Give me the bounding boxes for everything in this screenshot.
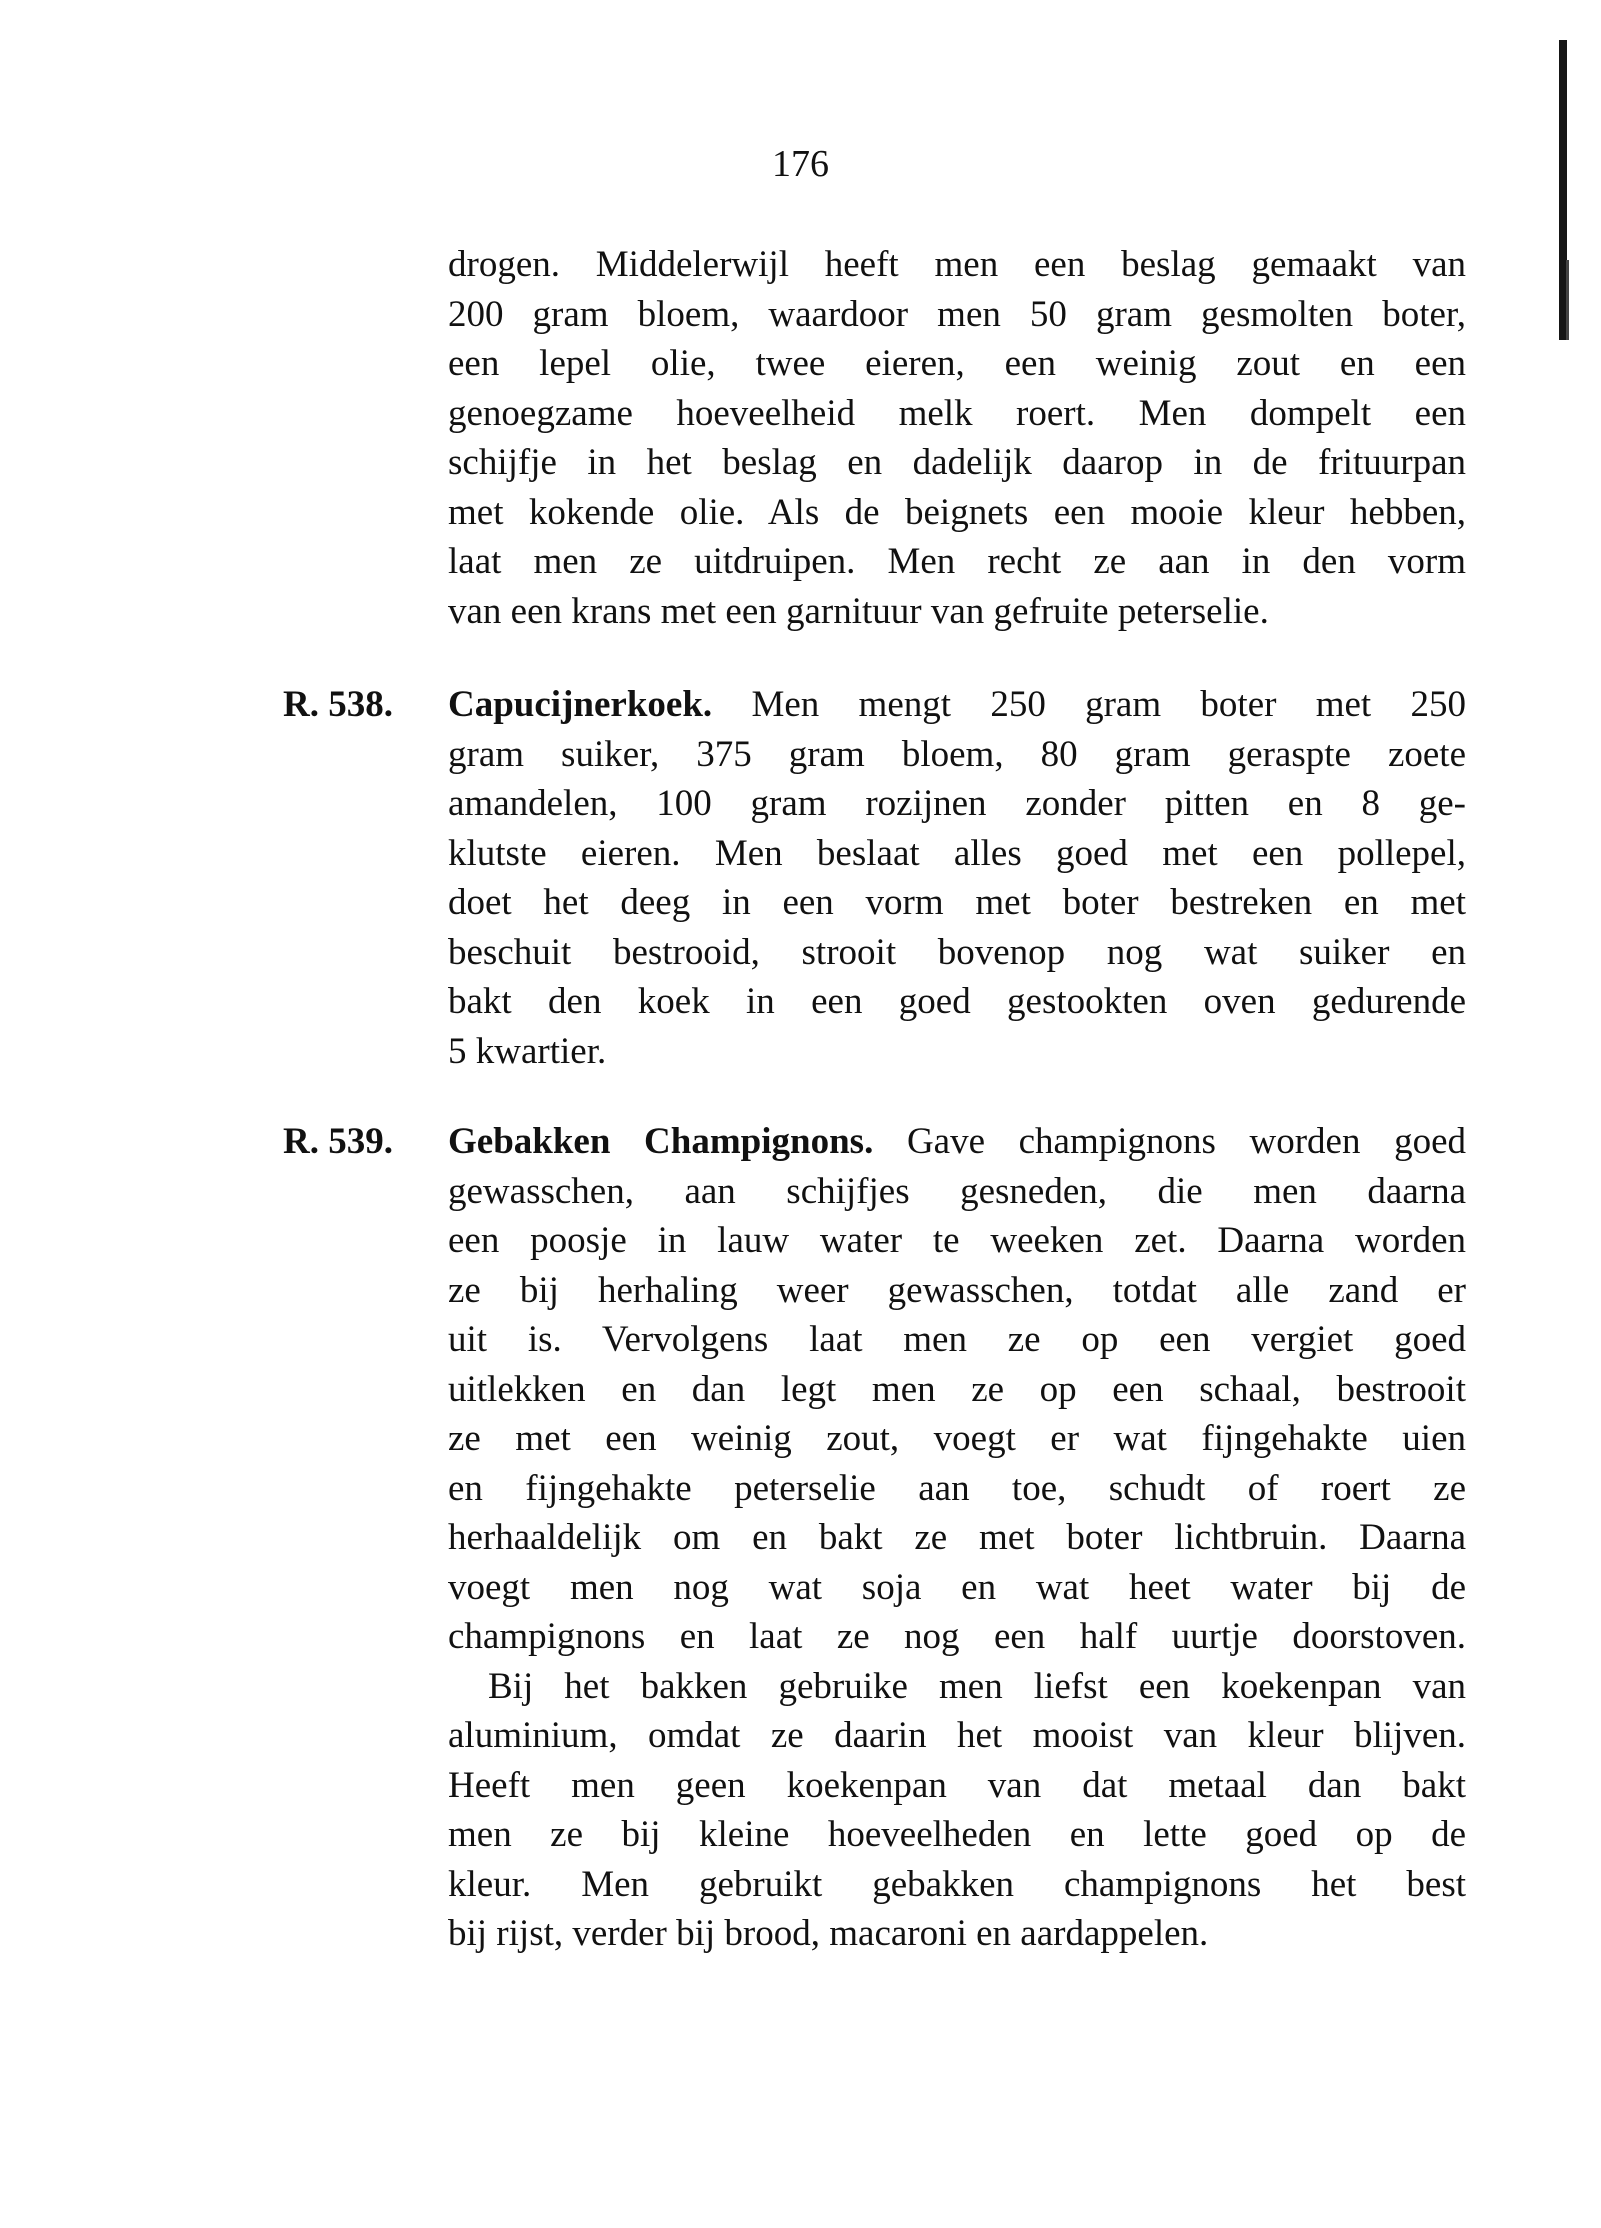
recipe-539-title: Gebakken Champignons. [448,1121,874,1162]
text-line: Bij het bakken gebruike men liefst een koekenpan van [488,1665,1466,1707]
text-line: aluminium, omdat ze daarin het mooist van kleur blijven. [448,1715,1466,1756]
scan-edge-artifact-thin [1566,260,1569,340]
text-line: men ze bij kleine hoeveelheden en lette goed op de [448,1814,1466,1855]
recipe-538-first-line: Men mengt 250 gram boter met 250 [751,684,1466,725]
text-line [448,680,1466,730]
text-line: 5 kwartier. [448,1030,607,1072]
text-line: herhaaldelijk om en bakt ze met boter lichtbruin. Daarna [448,1517,1466,1558]
text-line: gewasschen, aan schijfjes gesneden, die men daarna [448,1170,1466,1212]
text-line: drogen. Middelerwijl heeft men een beslag gemaakt van [448,244,1466,285]
text-line: ze bij herhaling weer gewasschen, totdat alle zand er [448,1269,1466,1311]
page-number: 176 [772,143,829,185]
text-line: klutste eieren. Men beslaat alles goed met een pollepel, [448,832,1466,874]
recipe-539-first-line: Gave champignons worden goed [906,1121,1467,1162]
text-line: kleur. Men gebruikt gebakken champignons het best [448,1863,1466,1905]
text-line: van een krans met een garnituur van gefruite peterselie. [448,590,1269,632]
text-line: amandelen, 100 gram rozijnen zonder pitten en 8 ge- [448,783,1466,824]
recipe-538-title: Capucijnerkoek. [448,684,713,725]
text-line: bakt den koek in een goed gestookten oven gedurende [448,981,1466,1022]
text-line: en fijngehakte peterselie aan toe, schudt of roert ze [448,1467,1466,1509]
text-line: uitlekken en dan legt men ze op een schaal, bestrooit [448,1368,1466,1410]
text-line: gram suiker, 375 gram bloem, 80 gram geraspte zoete [448,733,1466,775]
text-line: champignons en laat ze nog een half uurtje doorstoven. [448,1616,1466,1657]
recipe-539-text [448,1117,1466,1959]
text-line: genoegzame hoeveelheid melk roert. Men dompelt een [448,392,1466,434]
text-line [448,1117,1466,1167]
text-line: beschuit bestrooid, strooit bovenop nog wat suiker en [448,931,1466,973]
text-line: met kokende olie. Als de beignets een mooie kleur hebben, [448,491,1466,533]
text-line: een lepel olie, twee eieren, een weinig zout en een [448,343,1466,384]
text-line: laat men ze uitdruipen. Men recht ze aan in den vorm [448,541,1466,582]
text-line: 200 gram bloem, waardoor men 50 gram gesmolten boter, [448,293,1466,335]
text-line: voegt men nog wat soja en wat heet water bij de [448,1566,1466,1608]
text-line: uit is. Vervolgens laat men ze op een vergiet goed [448,1319,1466,1360]
text-line: doet het deeg in een vorm met boter bestreken en met [448,882,1466,923]
text-line: schijfje in het beslag en dadelijk daarop in de frituurpan [448,442,1466,483]
text-line: een poosje in lauw water te weeken zet. Daarna worden [448,1220,1466,1261]
recipe-538-number: R. 538. [283,684,393,725]
text-line: bij rijst, verder bij brood, macaroni en aardappelen. [448,1913,1209,1954]
recipe-538-text [448,680,1466,1076]
recipe-539-number: R. 539. [283,1121,393,1162]
continuation-paragraph [448,240,1466,636]
text-line: ze met een weinig zout, voegt er wat fijngehakte uien [448,1418,1466,1459]
text-line: Heeft men geen koekenpan van dat metaal dan bakt [448,1764,1466,1806]
